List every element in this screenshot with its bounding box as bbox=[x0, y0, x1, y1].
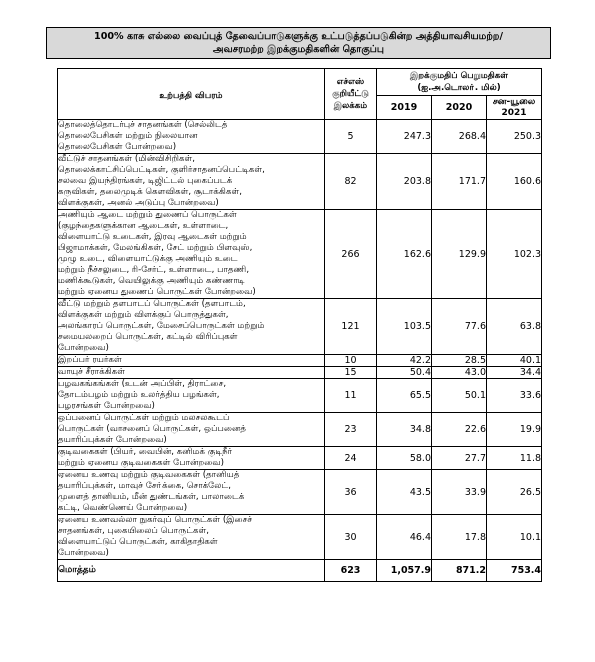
row-value-2021: 160.6 bbox=[487, 154, 542, 210]
description-line: இறப்பர் ரயர்கள் bbox=[58, 355, 122, 365]
row-hs-code: 15 bbox=[325, 367, 377, 379]
row-value-2019: 43.5 bbox=[377, 470, 432, 515]
header-hs-code: எச்எஸ் குறியீட்டு இலக்கம் bbox=[325, 69, 377, 120]
row-value-2020: 43.0 bbox=[432, 367, 487, 379]
row-description bbox=[58, 470, 325, 515]
row-hs-code: 24 bbox=[325, 447, 377, 470]
header-year-2019: 2019 bbox=[377, 96, 432, 120]
row-description bbox=[58, 299, 325, 355]
description-line: முளைத் தானியம், மீன் துண்டங்கள், பாலாடைக் bbox=[58, 492, 245, 502]
description-line: போன்றவை) bbox=[58, 343, 109, 353]
description-line: சலவை இயந்திரங்கள், டிஜிட்டல் புகைப்படக் bbox=[58, 176, 233, 186]
document-title bbox=[46, 27, 551, 59]
description-line: கட்டி, வெண்ணெய் போன்றவை) bbox=[58, 503, 188, 513]
row-value-2020: 17.8 bbox=[432, 515, 487, 560]
row-description bbox=[58, 413, 325, 447]
description-line: முழு உடை, விளையாட்டுக்கு அணியும் உடை bbox=[58, 254, 238, 264]
description-line: பிஜாமாக்கள், மேலங்கிகள், சேட் மற்றும் பிளவுஸ், bbox=[58, 243, 253, 253]
description-line: தோடம்பழம் மற்றும் உலர்த்திய பழங்கள், bbox=[58, 390, 220, 400]
row-hs-code: 121 bbox=[325, 299, 377, 355]
table-row bbox=[58, 379, 542, 413]
table-body bbox=[58, 120, 542, 582]
row-description bbox=[58, 154, 325, 210]
table-row bbox=[58, 367, 542, 379]
row-value-2021: 33.6 bbox=[487, 379, 542, 413]
description-line: கருவிகள், தலைமுடிக் கௌவிகள், சூடாக்கிகள், bbox=[58, 187, 242, 197]
row-value-2021: 19.9 bbox=[487, 413, 542, 447]
row-value-2020: 22.6 bbox=[432, 413, 487, 447]
row-hs-code: 10 bbox=[325, 355, 377, 367]
row-value-2020: 268.4 bbox=[432, 120, 487, 154]
row-hs-code: 30 bbox=[325, 515, 377, 560]
row-description bbox=[58, 515, 325, 560]
description-line: ஏனைய உணவல்லா நுகர்வுப் பொருட்கள் (இசைச் bbox=[58, 515, 253, 525]
row-value-2019: 247.3 bbox=[377, 120, 432, 154]
row-hs-code: 5 bbox=[325, 120, 377, 154]
row-value-2021: 63.8 bbox=[487, 299, 542, 355]
row-value-2019: 50.4 bbox=[377, 367, 432, 379]
header-year-2021: சன-யூலை 2021 bbox=[487, 96, 542, 120]
row-hs-code: 23 bbox=[325, 413, 377, 447]
row-value-2019: 42.2 bbox=[377, 355, 432, 367]
row-description bbox=[58, 120, 325, 154]
description-line: வீட்டு மற்றும் தளபாடப் பொருட்கள் (தளபாடம், bbox=[58, 299, 246, 309]
row-value-2019: 46.4 bbox=[377, 515, 432, 560]
description-line: ஏனைய உணவு மற்றும் குடிவகைகள் (தானியத் bbox=[58, 470, 240, 480]
description-line: வீட்டுச் சாதனங்கள் (மின்விசிறிகள், bbox=[58, 154, 195, 164]
table-row bbox=[58, 447, 542, 470]
row-value-2020: 28.5 bbox=[432, 355, 487, 367]
title-line-2: அவசரமற்ற இறக்குமதிகளின் தொகுப்பு bbox=[212, 44, 385, 55]
row-hs-code: 266 bbox=[325, 210, 377, 299]
row-value-2021: 102.3 bbox=[487, 210, 542, 299]
description-line: பழரசங்கள் போன்றவை) bbox=[58, 401, 155, 411]
description-line: குடிவகைகள் (பியர், வைபின், கனிமக் குடிநீர் bbox=[58, 447, 233, 457]
row-value-2019: 162.6 bbox=[377, 210, 432, 299]
total-row bbox=[58, 560, 542, 582]
table-row bbox=[58, 120, 542, 154]
table-row bbox=[58, 210, 542, 299]
description-line: தொலைக்காட்சிப்பெட்டிகள், குளிர்சாதனப்பெட்டிகள், bbox=[58, 165, 265, 175]
table-row bbox=[58, 413, 542, 447]
row-value-2019: 58.0 bbox=[377, 447, 432, 470]
row-description bbox=[58, 355, 325, 367]
row-value-2021: 40.1 bbox=[487, 355, 542, 367]
row-value-2021: 34.4 bbox=[487, 367, 542, 379]
row-value-2021: 250.3 bbox=[487, 120, 542, 154]
row-value-2021: 10.1 bbox=[487, 515, 542, 560]
description-line: அலங்காரப் பொருட்கள், மேசைப்பொருட்கள் மற்றும் bbox=[58, 321, 265, 331]
total-hs-code: 623 bbox=[325, 560, 377, 582]
description-line: விளையாட்டுப் பொருட்கள், காகிதாதிகள் bbox=[58, 537, 218, 547]
description-line: மற்றும் நீச்சலுடை, ரி-சேர்ட், உள்ளாடை, பாதணி, bbox=[58, 265, 250, 275]
row-value-2020: 33.9 bbox=[432, 470, 487, 515]
row-description bbox=[58, 367, 325, 379]
row-value-2019: 203.8 bbox=[377, 154, 432, 210]
header-description: உற்பத்தி விபரம் bbox=[58, 69, 325, 120]
description-line: தொலைத்தொடர்புச் சாதனங்கள் (செல்லிடத் bbox=[58, 120, 228, 130]
description-line: வாயுச் சீராக்கிகள் bbox=[58, 367, 126, 377]
row-description bbox=[58, 447, 325, 470]
row-value-2021: 26.5 bbox=[487, 470, 542, 515]
description-line: விளக்குகள், அனல் அடுப்பு போன்றவை) bbox=[58, 198, 219, 208]
total-value-2020: 871.2 bbox=[432, 560, 487, 582]
table-row bbox=[58, 470, 542, 515]
row-hs-code: 82 bbox=[325, 154, 377, 210]
description-line: விளையாட்டு உடைகள், இரவு ஆடைகள் மற்றும் bbox=[58, 232, 247, 242]
description-line: போன்றவை) bbox=[58, 548, 109, 558]
description-line: தயாரிப்புக்கள் போன்றவை) bbox=[58, 435, 167, 445]
row-value-2020: 50.1 bbox=[432, 379, 487, 413]
description-line: தொலைபேசிகள் மற்றும் நிலையான bbox=[58, 131, 198, 141]
total-label: மொத்தம் bbox=[58, 560, 325, 582]
table-row bbox=[58, 154, 542, 210]
total-value-2021: 753.4 bbox=[487, 560, 542, 582]
row-value-2019: 65.5 bbox=[377, 379, 432, 413]
header-year-2020: 2020 bbox=[432, 96, 487, 120]
row-value-2020: 27.7 bbox=[432, 447, 487, 470]
table-row bbox=[58, 299, 542, 355]
description-line: பொருட்கள் (வாசனைப் பொருட்கள், ஒப்பனைத் bbox=[58, 424, 246, 434]
total-value-2019: 1,057.9 bbox=[377, 560, 432, 582]
row-value-2019: 34.8 bbox=[377, 413, 432, 447]
description-line: (குழந்தைகளுக்கான ஆடைகள், உள்ளாடை, bbox=[58, 221, 229, 231]
description-line: மற்றும் ஏனைய குடிவகைகள் போன்றவை) bbox=[58, 458, 224, 468]
row-hs-code: 11 bbox=[325, 379, 377, 413]
row-description bbox=[58, 379, 325, 413]
table-row bbox=[58, 355, 542, 367]
description-line: தயாரிப்புக்கள், மாவுச் சோ்க்கை, சொக்லேட், bbox=[58, 481, 231, 491]
header-import-values: இறக்குமதிப் பெறுமதிகள் (ஐ.அ.டொலா். மில்) bbox=[377, 69, 542, 96]
description-line: மற்றும் ஏனைய துணைப் பொருட்கள் போன்றவை) bbox=[58, 287, 256, 297]
row-value-2020: 171.7 bbox=[432, 154, 487, 210]
description-line: சாதனங்கள், புகையிலைப் பொருட்கள், bbox=[58, 526, 210, 536]
row-value-2021: 11.8 bbox=[487, 447, 542, 470]
imports-table bbox=[57, 68, 542, 582]
description-line: ஒப்பனைப் பொருட்கள் மற்றும் மலசலகூடப் bbox=[58, 413, 230, 423]
table-row bbox=[58, 515, 542, 560]
description-line: அணியும் ஆடை மற்றும் துணைப் பொருட்கள் bbox=[58, 210, 237, 220]
row-description bbox=[58, 210, 325, 299]
description-line: தொலைபேசிகள் போன்றவை) bbox=[58, 142, 177, 152]
title-line-1: 100% காசு எல்லை வைப்புத் தேவைப்பாடுகளுக்கு உட்படுத்தப்படுகின்ற அத்தியாவசியமற்ற/ bbox=[94, 31, 503, 42]
description-line: சமையலறைப் பொருட்கள், கட்டில் விரிப்புகள் bbox=[58, 332, 238, 342]
description-line: பழவகங்கங்கள் (உடன் அப்பிள், திராட்சை, bbox=[58, 379, 227, 389]
row-hs-code: 36 bbox=[325, 470, 377, 515]
description-line: மணிக்கூடுகள், வெயிலுக்கு அணியும் கண்ணாடி bbox=[58, 276, 245, 286]
row-value-2020: 77.6 bbox=[432, 299, 487, 355]
row-value-2020: 129.9 bbox=[432, 210, 487, 299]
description-line: விளக்குகள் மற்றும் விளக்குப் பொருத்துகள், bbox=[58, 310, 229, 320]
row-value-2019: 103.5 bbox=[377, 299, 432, 355]
